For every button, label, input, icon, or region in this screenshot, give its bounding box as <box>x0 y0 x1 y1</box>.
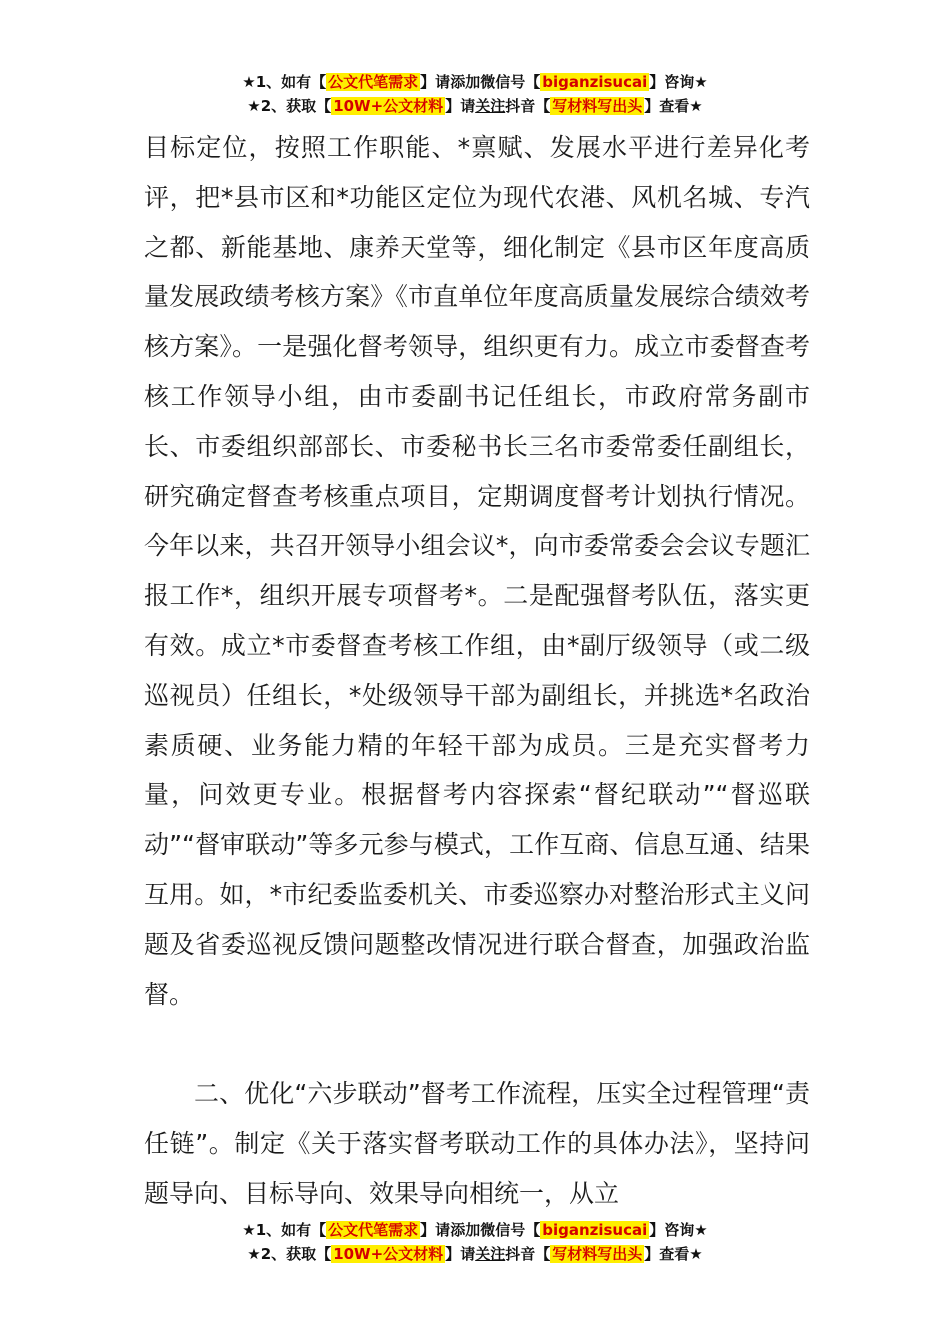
highlight-materials: 10W+公文材料 <box>333 1245 444 1263</box>
highlight-douyin: 写材料写出头 <box>552 97 643 115</box>
highlight-wechat: biganzisucai <box>542 1221 648 1239</box>
highlight-service: 公文代笔需求 <box>328 1221 419 1239</box>
highlight-service: 公文代笔需求 <box>328 73 419 91</box>
highlight-wechat: biganzisucai <box>542 73 648 91</box>
banner-line-2: ★2、获取【 10W+公文材料 】请关注抖音【 写材料写出头 】查看★ <box>247 1245 703 1263</box>
paragraph-1: 目标定位，按照工作职能、*禀赋、发展水平进行差异化考评，把*县市区和*功能区定位为现代农港、风机名城、专汽之都、新能基地、康养天堂等，细化制定《县市区年度高质量发展政绩考核方案》《市直单位年度高质量发展综合绩效考核方案》。一是强化督考领导，组织更有力。成立市委督查考核工作领导小组，由市委副书记任组长，市政府常务副市长、市委组织部部长、市委秘书长三名市委常委任副组长，研究确定督查考核重点项目，定期调度督考计划执行情况。今年以来，共召开领导小组会议*，向市委常委会会议专题汇报工作*，组织开展专项督考*。二是配强督考队伍，落实更有效。成立*市委督查考核工作组，由*副厅级领导（或二级巡视员）任组长，*处级领导干部为副组长，并挑选*名政治素质硬、业务能力精的年轻干部为成员。三是充实督考力量，问效更专业。根据督考内容探索“督纪联动”“督巡联动”“督审联动”等多元参与模式，工作互商、信息互通、结果互用。如，*市纪委监委机关、市委巡察办对整治形式主义问题及省委巡视反馈问题整改情况进行联合督查，加强政治监督。 <box>144 133 810 1009</box>
document-body <box>144 123 810 1219</box>
paragraph-2: 二、优化“六步联动”督考工作流程，压实全过程管理“责任链”。制定《关于落实督考联动工作的具体办法》，坚持问题导向、目标导向、效果导向相统一，从立 <box>144 1079 810 1208</box>
footer-banner <box>0 1218 950 1266</box>
highlight-douyin: 写材料写出头 <box>552 1245 643 1263</box>
banner-line-1: ★1、如有【 公文代笔需求 】请添加微信号【 biganzisucai 】咨询★ <box>242 1221 708 1239</box>
banner-line-1: ★1、如有【 公文代笔需求 】请添加微信号【 biganzisucai 】咨询★ <box>242 73 708 91</box>
highlight-materials: 10W+公文材料 <box>333 97 444 115</box>
header-banner <box>0 70 950 118</box>
banner-line-2: ★2、获取【 10W+公文材料 】请关注抖音【 写材料写出头 】查看★ <box>247 97 703 115</box>
